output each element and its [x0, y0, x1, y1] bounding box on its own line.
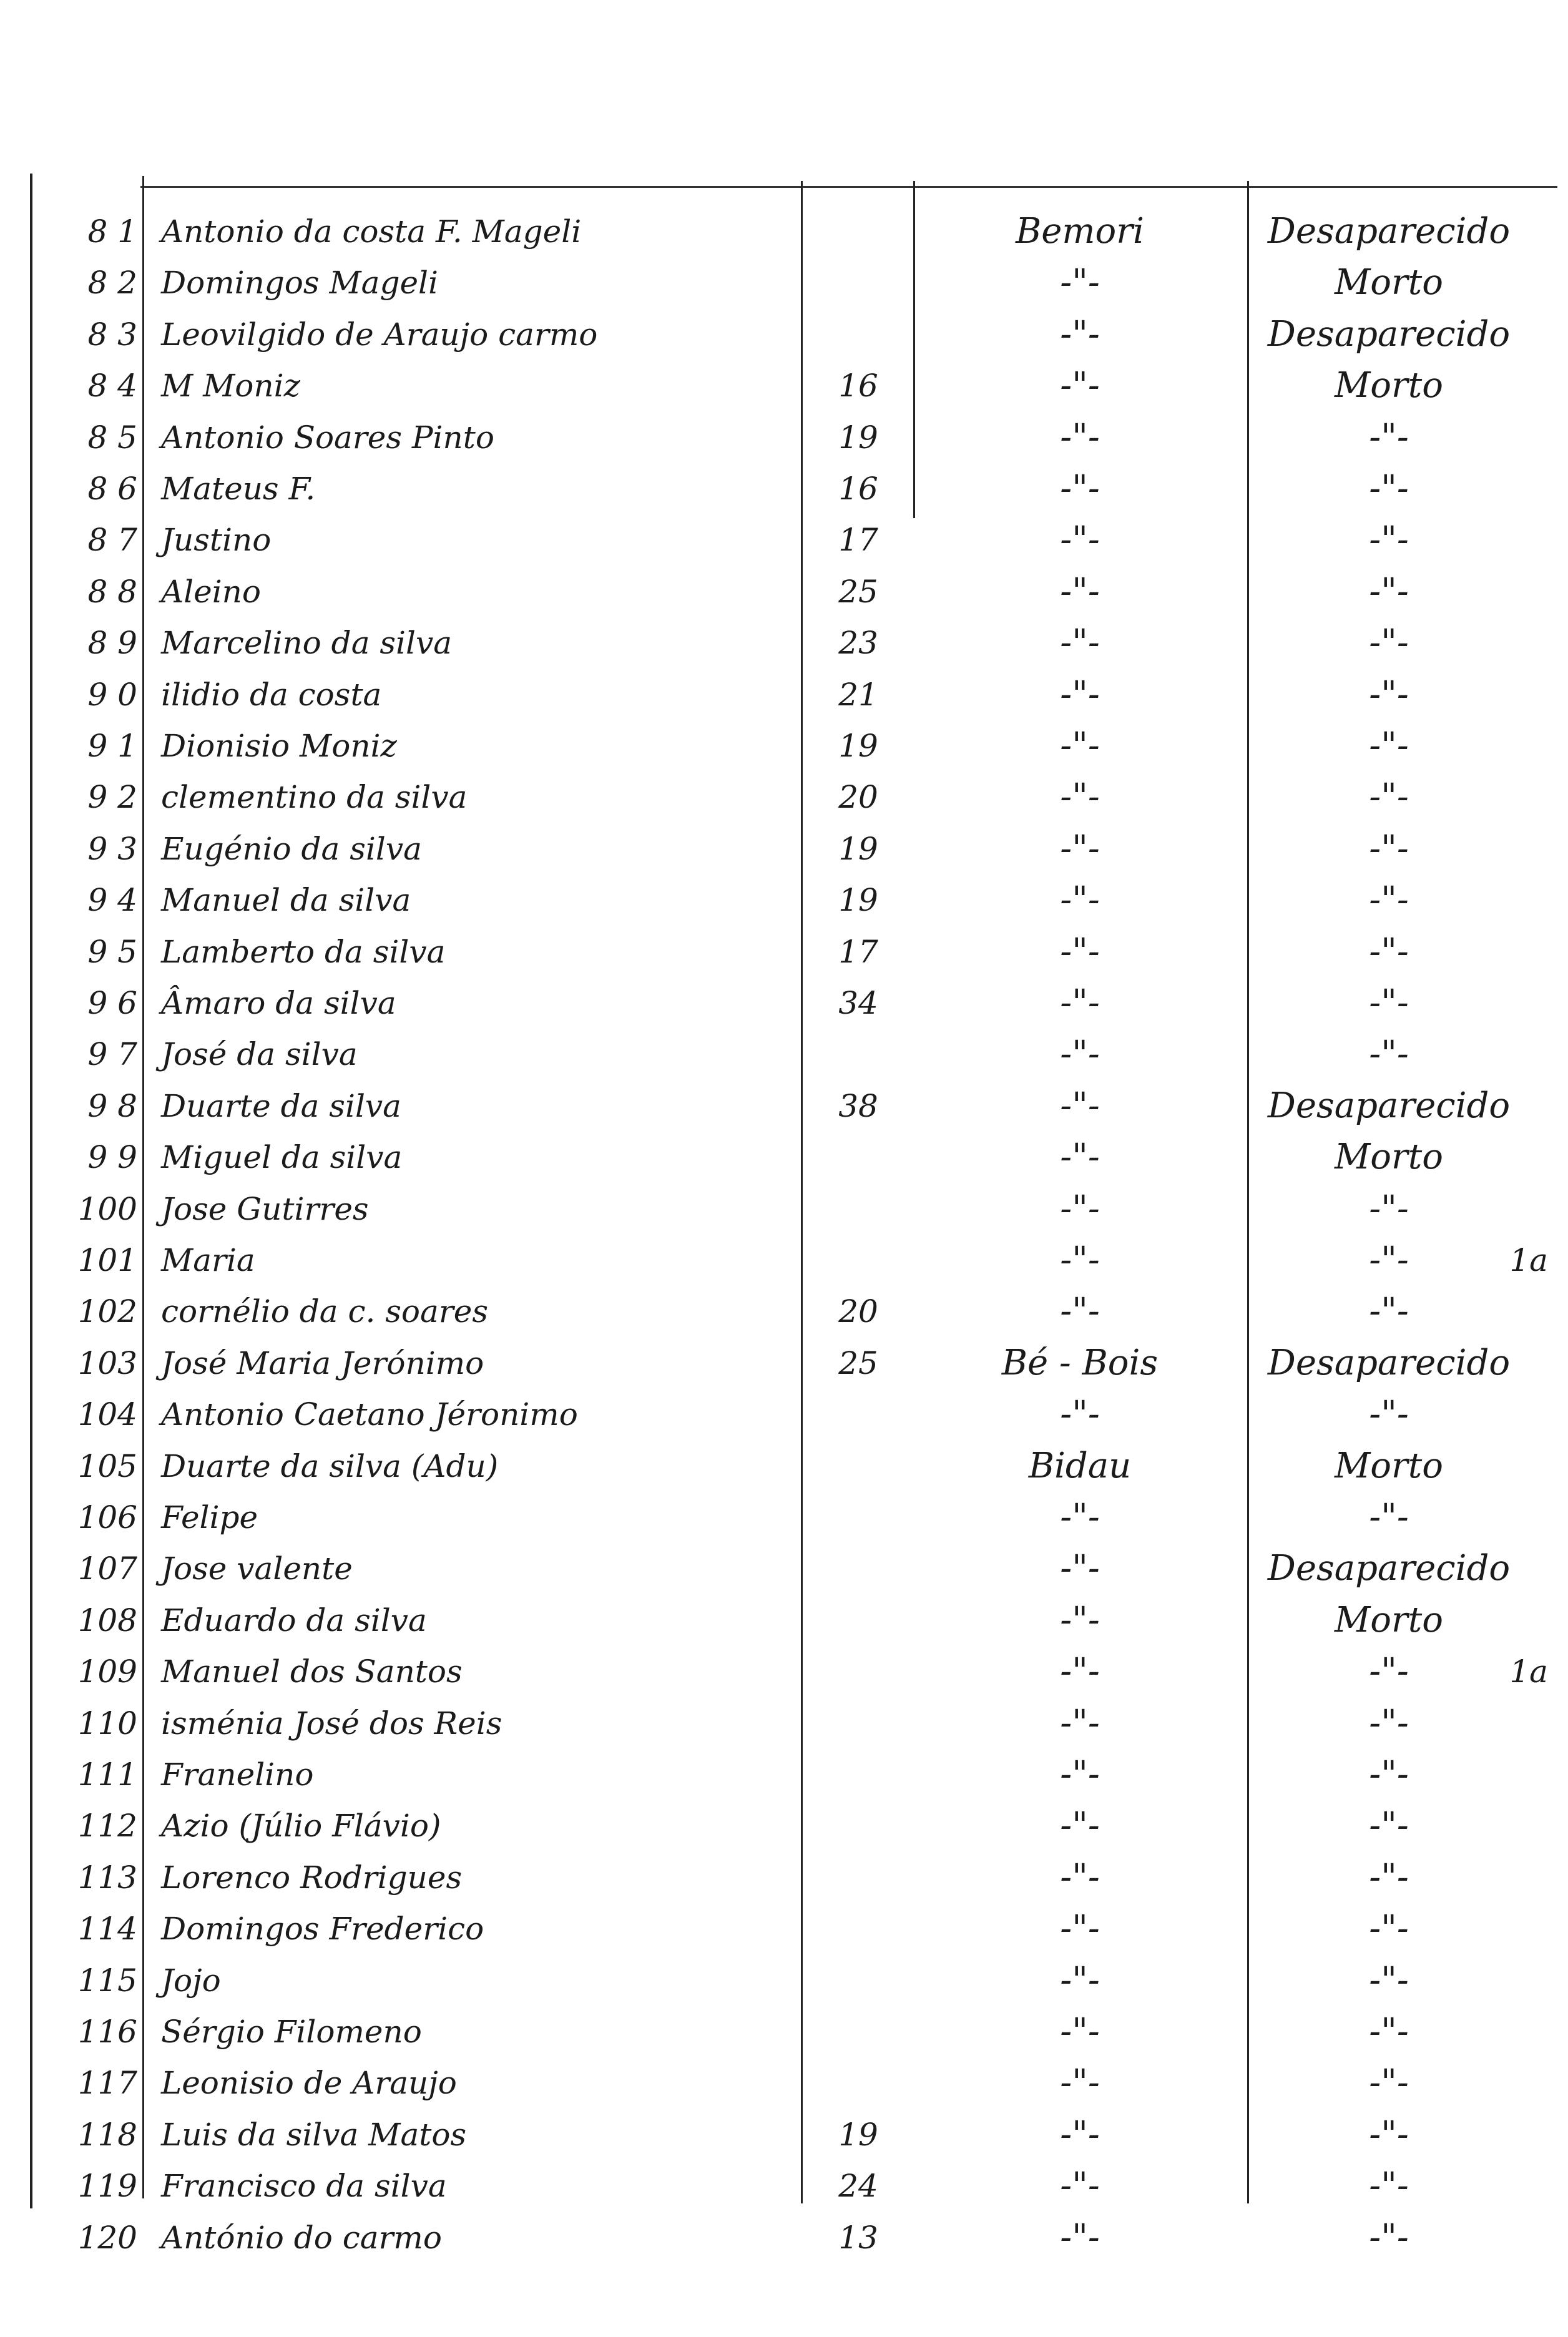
entry-name: Sérgio Filomeno: [161, 2014, 422, 2050]
entry-place: -"-: [1060, 314, 1100, 355]
entry-place: -"-: [1060, 2062, 1100, 2103]
entry-name: Francisco da silva: [161, 2168, 447, 2204]
entry-status: Desaparecido: [1267, 1085, 1511, 1126]
entry-name: Duarte da silva (Adu): [161, 1448, 499, 1484]
entry-place: -"-: [1060, 262, 1100, 303]
ledger-row: [0, 1955, 1568, 2006]
entry-age: 20: [838, 1293, 878, 1330]
ledger-row: [0, 1852, 1568, 1903]
top-rule: [140, 186, 1557, 188]
ledger-row: [0, 1595, 1568, 1646]
ledger-row: [0, 1132, 1568, 1183]
entry-place: -"-: [1060, 1754, 1100, 1795]
ledger-row: [0, 1646, 1568, 1697]
entry-number: 9 6: [87, 985, 137, 1021]
entry-name: António do carmo: [161, 2220, 442, 2256]
entry-name: Maria: [161, 1242, 255, 1278]
entry-status: Morto: [1334, 1600, 1444, 1640]
entry-age: 25: [838, 1345, 878, 1381]
entry-status: Morto: [1334, 262, 1444, 303]
ledger-row: [0, 1903, 1568, 1954]
entry-number: 116: [77, 2014, 137, 2050]
entry-note: 1a: [1509, 1242, 1548, 1278]
entry-place: Bé - Bois: [1001, 1343, 1159, 1383]
entry-name: José Maria Jerónimo: [161, 1345, 484, 1381]
entry-place: -"-: [1060, 1085, 1100, 1126]
ledger-row: [0, 1080, 1568, 1132]
entry-place: Bidau: [1028, 1446, 1132, 1486]
entry-number: 8 4: [87, 368, 137, 404]
entry-status: -"-: [1369, 879, 1409, 920]
entry-number: 107: [77, 1551, 137, 1587]
entry-name: Jose valente: [161, 1551, 353, 1587]
entry-name: Manuel dos Santos: [161, 1654, 463, 1690]
entry-age: 13: [838, 2220, 878, 2256]
entry-name: Lamberto da silva: [161, 934, 446, 970]
entry-place: -"-: [1060, 1651, 1100, 1692]
entry-place: -"-: [1060, 2114, 1100, 2155]
entry-place: -"-: [1060, 828, 1100, 869]
entry-number: 109: [77, 1654, 137, 1690]
entry-status: -"-: [1369, 1857, 1409, 1898]
entry-number: 100: [77, 1191, 137, 1227]
entry-status: -"-: [1369, 1497, 1409, 1537]
entry-age: 34: [838, 985, 878, 1021]
entry-age: 17: [838, 934, 878, 970]
entry-number: 105: [77, 1448, 137, 1484]
ledger-row: [0, 360, 1568, 411]
entry-status: -"-: [1369, 828, 1409, 869]
entry-place: -"-: [1060, 1960, 1100, 2001]
entry-number: 8 7: [87, 522, 137, 558]
ledger-row: [0, 1235, 1568, 1286]
entry-name: ilidio da costa: [161, 677, 382, 713]
entry-name: Manuel da silva: [161, 882, 411, 918]
entry-name: Justino: [161, 522, 272, 558]
entry-name: Antonio Caetano Jéronimo: [161, 1396, 578, 1433]
entry-place: -"-: [1060, 1805, 1100, 1846]
entry-name: Eugénio da silva: [161, 831, 422, 867]
entry-place: -"-: [1060, 1703, 1100, 1743]
entry-name: Leonisio de Araujo: [161, 2065, 457, 2101]
entry-name: Marcelino da silva: [161, 625, 453, 661]
entry-number: 9 2: [87, 779, 137, 815]
entry-status: -"-: [1369, 2217, 1409, 2258]
entry-age: 20: [838, 779, 878, 815]
ledger-row: [0, 566, 1568, 617]
entry-number: 104: [77, 1396, 137, 1433]
entry-place: -"-: [1060, 365, 1100, 406]
entry-number: 111: [77, 1756, 137, 1793]
entry-number: 119: [77, 2168, 137, 2204]
entry-age: 24: [838, 2168, 878, 2204]
ledger-row: [0, 1029, 1568, 1080]
entry-number: 120: [77, 2220, 137, 2256]
entry-number: 9 1: [87, 728, 137, 764]
ledger-row: [0, 875, 1568, 926]
entry-place: -"-: [1060, 1394, 1100, 1434]
entry-number: 110: [77, 1705, 137, 1742]
ledger-row: [0, 2212, 1568, 2263]
entry-status: -"-: [1369, 1291, 1409, 1331]
entry-note: 1a: [1509, 1654, 1548, 1690]
entry-name: Jose Gutirres: [161, 1191, 369, 1227]
entry-name: José da silva: [161, 1036, 358, 1072]
entry-number: 103: [77, 1345, 137, 1381]
entry-age: 17: [838, 522, 878, 558]
entry-name: M Moniz: [161, 368, 300, 404]
entry-age: 19: [838, 831, 878, 867]
entry-number: 8 6: [87, 471, 137, 507]
ledger-row: [0, 1492, 1568, 1543]
entry-age: 38: [838, 1088, 878, 1124]
entry-status: -"-: [1369, 1034, 1409, 1074]
entry-place: -"-: [1060, 468, 1100, 509]
entry-status: -"-: [1369, 622, 1409, 663]
entry-status: -"-: [1369, 982, 1409, 1023]
entry-status: Morto: [1334, 1137, 1444, 1177]
entry-status: -"-: [1369, 1754, 1409, 1795]
ledger-row: [0, 514, 1568, 566]
entry-status: -"-: [1369, 1960, 1409, 2001]
entry-status: Desaparecido: [1267, 1343, 1511, 1383]
ledger-row: [0, 2109, 1568, 2160]
entry-number: 8 2: [87, 265, 137, 301]
entry-name: Âmaro da silva: [161, 985, 396, 1021]
entry-place: -"-: [1060, 2011, 1100, 2052]
entry-status: -"-: [1369, 468, 1409, 509]
entry-number: 8 8: [87, 574, 137, 610]
entry-number: 9 8: [87, 1088, 137, 1124]
entry-place: -"-: [1060, 879, 1100, 920]
entry-status: -"-: [1369, 1394, 1409, 1434]
entry-name: Leovilgido de Araujo carmo: [161, 316, 598, 353]
entry-status: Desaparecido: [1267, 211, 1511, 252]
entry-name: Antonio da costa F. Mageli: [161, 213, 582, 250]
entry-age: 19: [838, 882, 878, 918]
ledger-row: [0, 257, 1568, 308]
entry-place: -"-: [1060, 571, 1100, 612]
entry-number: 106: [77, 1499, 137, 1536]
entry-age: 19: [838, 728, 878, 764]
ledger-row: [0, 772, 1568, 823]
entry-place: -"-: [1060, 1291, 1100, 1331]
entry-status: -"-: [1369, 1188, 1409, 1229]
entry-number: 102: [77, 1293, 137, 1330]
entry-place: -"-: [1060, 1034, 1100, 1074]
entry-status: -"-: [1369, 2062, 1409, 2103]
entry-place: -"-: [1060, 1497, 1100, 1537]
entry-status: -"-: [1369, 1703, 1409, 1743]
entry-age: 16: [838, 471, 878, 507]
entry-number: 108: [77, 1602, 137, 1639]
entry-number: 8 9: [87, 625, 137, 661]
ledger-row: [0, 309, 1568, 360]
entry-place: -"-: [1060, 725, 1100, 766]
ledger-row: [0, 1749, 1568, 1800]
entry-number: 115: [77, 1962, 137, 1999]
ledger-row: [0, 2006, 1568, 2057]
entry-status: -"-: [1369, 777, 1409, 817]
entry-number: 118: [77, 2117, 137, 2153]
entry-status: -"-: [1369, 1908, 1409, 1949]
entry-name: Franelino: [161, 1756, 314, 1793]
entry-number: 8 5: [87, 419, 137, 456]
entry-place: -"-: [1060, 1188, 1100, 1229]
ledger-row: [0, 823, 1568, 875]
ledger-row: [0, 669, 1568, 720]
entry-status: Desaparecido: [1267, 314, 1511, 355]
entry-status: -"-: [1369, 519, 1409, 560]
entry-place: -"-: [1060, 982, 1100, 1023]
entry-name: Aleino: [161, 574, 261, 610]
entry-name: Azio (Júlio Flávio): [161, 1808, 441, 1844]
entry-number: 117: [77, 2065, 137, 2101]
entry-name: Duarte da silva: [161, 1088, 401, 1124]
entry-number: 8 3: [87, 316, 137, 353]
entry-age: 16: [838, 368, 878, 404]
entry-status: Morto: [1334, 1446, 1444, 1486]
ledger-row: [0, 1286, 1568, 1337]
entry-number: 101: [77, 1242, 137, 1278]
entry-number: 9 7: [87, 1036, 137, 1072]
entry-name: isménia José dos Reis: [161, 1705, 502, 1742]
ledger-row: [0, 1338, 1568, 1389]
entry-place: -"-: [1060, 519, 1100, 560]
entry-name: Miguel da silva: [161, 1139, 403, 1175]
entry-name: Domingos Frederico: [161, 1911, 484, 1947]
ledger-row: [0, 1183, 1568, 1235]
entry-status: -"-: [1369, 725, 1409, 766]
entry-name: Jojo: [161, 1962, 221, 1999]
entry-place: Bemori: [1016, 211, 1144, 252]
entry-place: -"-: [1060, 1857, 1100, 1898]
entry-place: -"-: [1060, 622, 1100, 663]
entry-name: clementino da silva: [161, 779, 468, 815]
entry-name: cornélio da c. soares: [161, 1293, 488, 1330]
entry-age: 23: [838, 625, 878, 661]
entry-age: 19: [838, 419, 878, 456]
entry-name: Luis da silva Matos: [161, 2117, 467, 2153]
entry-name: Felipe: [161, 1499, 258, 1536]
entry-place: -"-: [1060, 1548, 1100, 1589]
entry-status: -"-: [1369, 2114, 1409, 2155]
ledger-row: [0, 1441, 1568, 1492]
entry-number: 9 0: [87, 677, 137, 713]
ledger-row: [0, 977, 1568, 1029]
ledger-row: [0, 617, 1568, 669]
entry-number: 113: [77, 1859, 137, 1896]
entry-name: Eduardo da silva: [161, 1602, 427, 1639]
entry-number: 9 4: [87, 882, 137, 918]
entry-age: 21: [838, 677, 878, 713]
entry-place: -"-: [1060, 2165, 1100, 2206]
entry-status: -"-: [1369, 931, 1409, 972]
entry-status: Morto: [1334, 365, 1444, 406]
entry-status: -"-: [1369, 1651, 1409, 1692]
entry-status: -"-: [1369, 2165, 1409, 2206]
entry-name: Lorenco Rodrigues: [161, 1859, 463, 1896]
ledger-row: [0, 720, 1568, 772]
ledger-row: [0, 206, 1568, 257]
entry-place: -"-: [1060, 777, 1100, 817]
entry-status: -"-: [1369, 2011, 1409, 2052]
entry-status: Desaparecido: [1267, 1548, 1511, 1589]
entry-place: -"-: [1060, 1600, 1100, 1640]
entry-number: 9 3: [87, 831, 137, 867]
entry-number: 8 1: [87, 213, 137, 250]
entry-status: -"-: [1369, 1240, 1409, 1280]
entry-place: -"-: [1060, 931, 1100, 972]
entry-name: Antonio Soares Pinto: [161, 419, 494, 456]
ledger-row: [0, 1543, 1568, 1594]
ledger-row: [0, 2160, 1568, 2212]
ledger-row: [0, 1389, 1568, 1440]
ledger-row: [0, 1698, 1568, 1749]
entry-number: 112: [77, 1808, 137, 1844]
entry-status: -"-: [1369, 571, 1409, 612]
entry-place: -"-: [1060, 674, 1100, 715]
entry-number: 9 5: [87, 934, 137, 970]
entry-age: 19: [838, 2117, 878, 2153]
entry-status: -"-: [1369, 417, 1409, 458]
ledger-row: [0, 926, 1568, 977]
entry-name: Dionisio Moniz: [161, 728, 397, 764]
entry-number: 9 9: [87, 1139, 137, 1175]
entry-number: 114: [77, 1911, 137, 1947]
entry-place: -"-: [1060, 417, 1100, 458]
entry-place: -"-: [1060, 2217, 1100, 2258]
ledger-row: [0, 412, 1568, 463]
entry-name: Mateus F.: [161, 471, 316, 507]
entry-status: -"-: [1369, 1805, 1409, 1846]
entry-place: -"-: [1060, 1240, 1100, 1280]
ledger-row: [0, 2057, 1568, 2109]
entry-place: -"-: [1060, 1908, 1100, 1949]
ledger-row: [0, 463, 1568, 514]
entry-status: -"-: [1369, 674, 1409, 715]
entry-place: -"-: [1060, 1137, 1100, 1177]
ledger-row: [0, 1800, 1568, 1851]
entry-name: Domingos Mageli: [161, 265, 439, 301]
entry-age: 25: [838, 574, 878, 610]
